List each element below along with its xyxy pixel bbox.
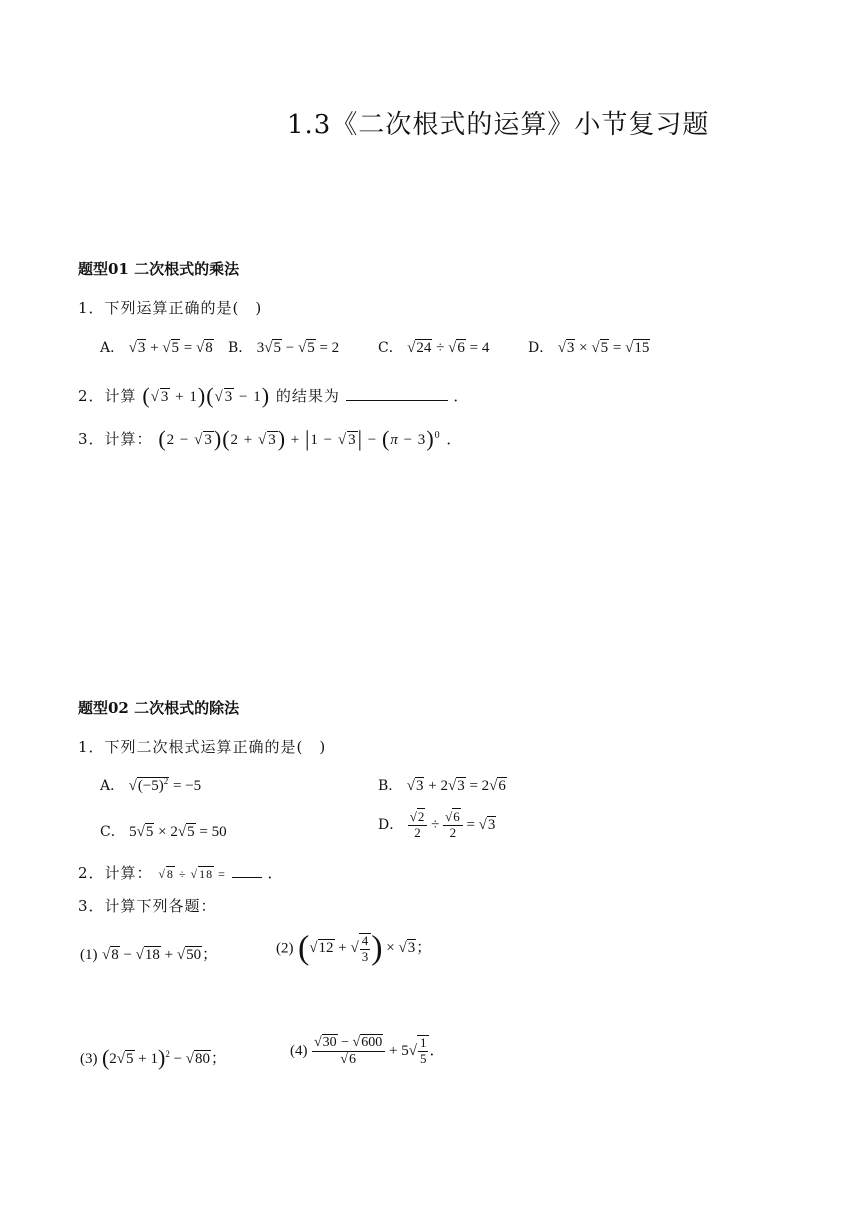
- s2-q3-part-2: (2) (√12 + √ $\frac{4}{3}$ ) × √3；: [276, 930, 432, 967]
- part-label: (4): [290, 1043, 308, 1060]
- option-label: D．: [528, 340, 554, 356]
- s2-q3-part-1: (1) √8 − √18 + √50；: [80, 947, 218, 963]
- s1-q1-option-b: B． 3√5 − √5 = 2: [228, 340, 340, 356]
- question-end: ．: [267, 864, 284, 882]
- page-title: 1.3《二次根式的运算》小节复习题: [287, 110, 710, 140]
- s2-q2: 2．计算： √8 ÷ √18 = ．: [78, 864, 284, 882]
- s2-q3-part-4: (4) $\frac{√30 - √600}{√6}$ + 5√ $\frac{1}{5}$ ．: [290, 1035, 445, 1068]
- question-prefix: 3．计算：: [78, 430, 153, 448]
- answer-blank[interactable]: [346, 400, 448, 401]
- question-prefix: 2．计算: [78, 387, 137, 405]
- part-label: (3): [80, 1051, 98, 1067]
- option-label: B．: [228, 340, 253, 356]
- option-label: A．: [100, 778, 125, 794]
- part-label: (2): [276, 940, 294, 957]
- question-suffix: 的结果为: [275, 387, 340, 405]
- s1-q1-option-c: C． √24 ÷ √6 = 4: [378, 340, 490, 356]
- s1-q1-option-a: A． √3 + √5 = √8: [100, 340, 213, 356]
- s2-q1-option-c: C． 5√5 × 2√5 = 50: [100, 824, 227, 840]
- question-end: ．: [453, 387, 470, 405]
- s2-q3-stem: 3．计算下列各题：: [78, 897, 217, 915]
- s2-q1-stem: 1．下列二次根式运算正确的是( ): [78, 738, 327, 756]
- option-label: C．: [378, 340, 403, 356]
- section-heading-division: 题型02 二次根式的除法: [78, 699, 240, 717]
- s2-q3-part-3: (3) $(2√5 + 1)^2 - √80$；: [80, 1045, 227, 1070]
- s1-q1-option-d: D． √3 × √5 = √15: [528, 340, 650, 356]
- s2-q1-option-d: D． $\frac{√2}{2}$ ÷ $\frac{√6}{2}$ = √3: [378, 809, 496, 840]
- option-label: A．: [100, 340, 125, 356]
- s2-q1-option-a: A． $√(-5)^2 = -5$: [100, 776, 202, 794]
- s1-q1-stem: 1．下列运算正确的是( ): [78, 299, 263, 317]
- question-prefix: 2．计算：: [78, 864, 153, 882]
- option-label: C．: [100, 824, 125, 840]
- s2-q1-option-b: B． √3 + 2√3 = 2√6: [378, 778, 506, 794]
- answer-blank[interactable]: [232, 877, 262, 878]
- section-heading-multiplication: 题型01 二次根式的乘法: [78, 260, 240, 278]
- option-label: D．: [378, 816, 404, 833]
- s1-q2: 2．计算 (√3 + 1)(√3 − 1) 的结果为 ．: [78, 383, 470, 408]
- option-label: B．: [378, 778, 403, 794]
- question-end: ．: [446, 430, 463, 448]
- part-label: (1): [80, 947, 98, 963]
- s1-q3: 3．计算： $(2 - √3)(2 + √3) + |1 - √3| - (\pi - 3)^0$ ．: [78, 426, 463, 451]
